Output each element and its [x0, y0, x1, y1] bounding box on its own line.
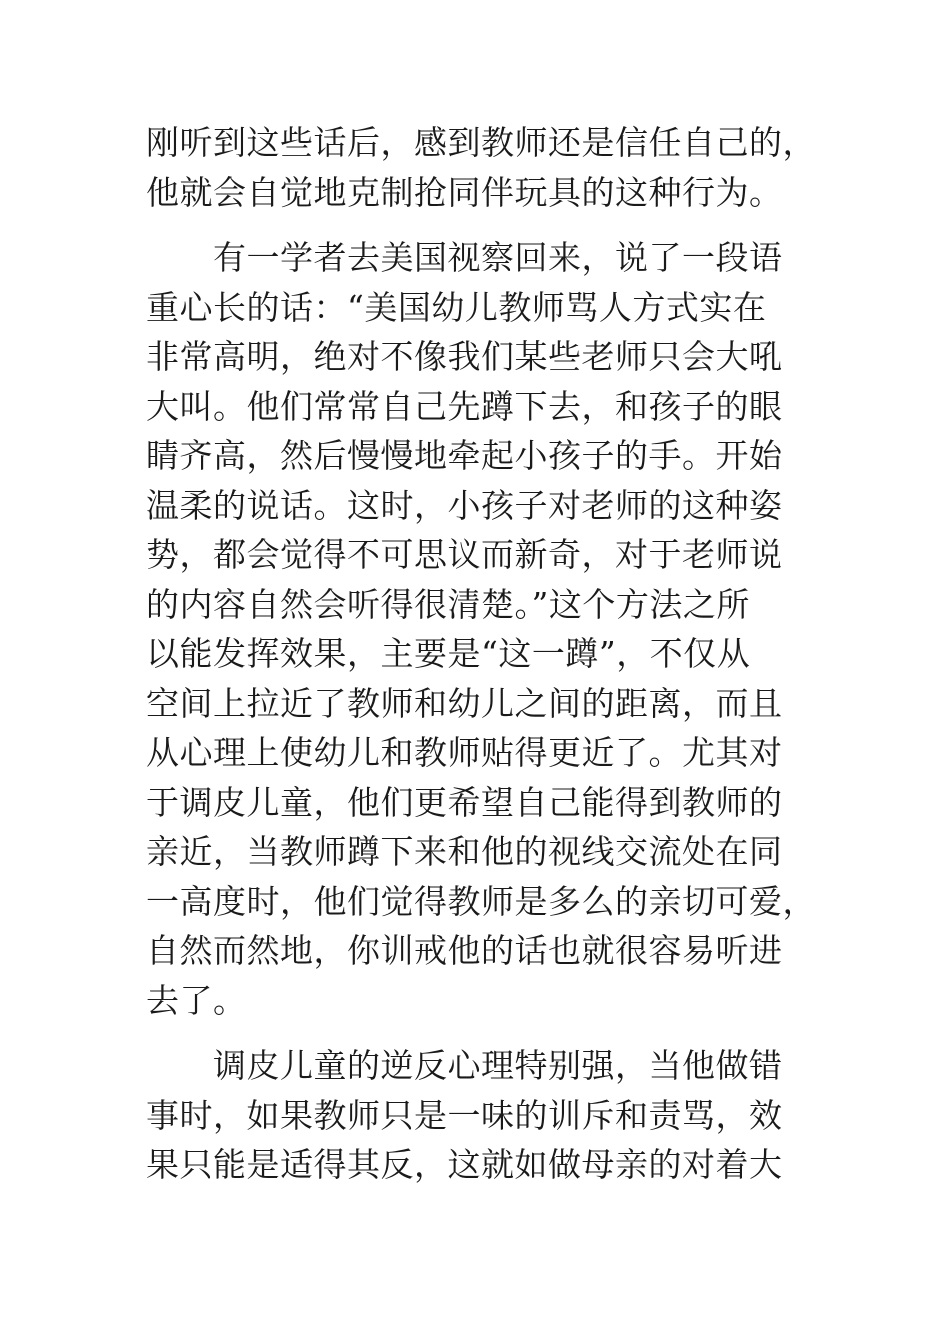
text-line: 以能发挥效果，主要是“这一蹲”，不仅从	[146, 634, 751, 673]
text-line: 空间上拉近了教师和幼儿之间的距离，而且	[146, 683, 783, 723]
text-line: 大叫。他们常常自己先蹲下去，和孩子的眼	[146, 386, 783, 426]
text-line: 睛齐高，然后慢慢地牵起小孩子的手。开始	[146, 436, 783, 475]
text-line: 去了。	[146, 980, 247, 1020]
text-line: 势，都会觉得不可思议而新奇，对于老师说	[146, 535, 783, 574]
text-line: 非常高明，绝对不像我们某些老师只会大吼	[146, 337, 783, 376]
text-line: 从心理上使幼儿和教师贴得更近了。尤其对	[146, 733, 783, 772]
paragraph-1	[146, 118, 816, 217]
text-line: 重心长的话：“美国幼儿教师骂人方式实在	[146, 287, 767, 327]
text-line: 果只能是适得其反，这就如做母亲的对着大	[146, 1145, 783, 1184]
text-line: 亲近，当教师蹲下来和他的视线交流处在同	[146, 832, 783, 871]
document-page	[146, 118, 816, 1206]
text-line: 调皮儿童的逆反心理特别强，当他做错	[213, 1046, 783, 1085]
text-line: 一高度时，他们觉得教师是多么的亲切可爱，	[146, 881, 816, 921]
text-line: 事时，如果教师只是一味的训斥和责骂，效	[146, 1095, 783, 1135]
text-line: 自然而然地，你训戒他的话也就很容易听进	[146, 931, 783, 970]
text-line: 有一学者去美国视察回来，说了一段语	[213, 238, 783, 277]
text-line: 刚听到这些话后，感到教师还是信任自己的，	[146, 123, 816, 162]
paragraph-2	[146, 233, 816, 1025]
paragraph-3	[146, 1041, 816, 1190]
text-line: 的内容自然会听得很清楚。”这个方法之所	[146, 584, 750, 624]
text-line: 他就会自觉地克制抢同伴玩具的这种行为。	[146, 172, 783, 212]
text-line: 温柔的说话。这时，小孩子对老师的这种姿	[146, 485, 783, 525]
text-line: 于调皮儿童，他们更希望自己能得到教师的	[146, 782, 783, 822]
